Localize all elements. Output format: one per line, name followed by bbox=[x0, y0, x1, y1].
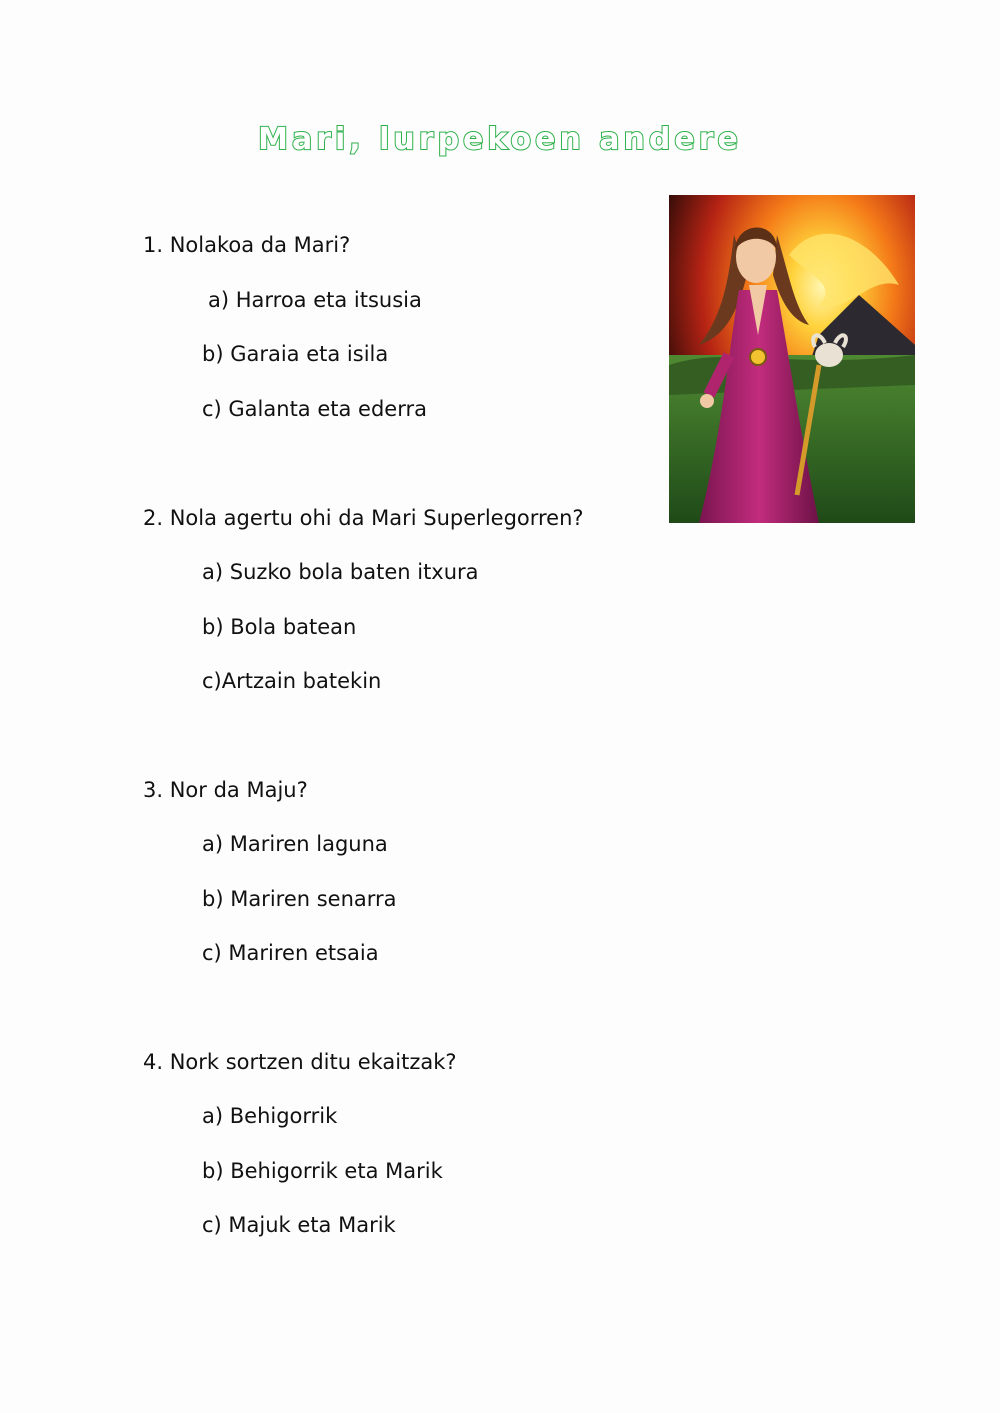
question-3-option-a[interactable]: a) Mariren laguna bbox=[202, 832, 388, 856]
page-title: Mari, lurpekoen andere bbox=[258, 122, 742, 157]
question-4: 4. Nork sortzen ditu ekaitzak? bbox=[143, 1050, 457, 1074]
question-2: 2. Nola agertu ohi da Mari Superlegorren? bbox=[143, 506, 584, 530]
question-4-option-b[interactable]: b) Behigorrik eta Marik bbox=[202, 1159, 443, 1183]
question-3-option-c[interactable]: c) Mariren etsaia bbox=[202, 941, 379, 965]
question-1-option-a[interactable]: a) Harroa eta itsusia bbox=[208, 288, 422, 312]
question-2-option-b[interactable]: b) Bola batean bbox=[202, 615, 357, 639]
question-4-option-a[interactable]: a) Behigorrik bbox=[202, 1104, 338, 1128]
question-1-option-c[interactable]: c) Galanta eta ederra bbox=[202, 397, 427, 421]
question-3: 3. Nor da Maju? bbox=[143, 778, 308, 802]
question-2-option-a[interactable]: a) Suzko bola baten itxura bbox=[202, 560, 479, 584]
question-2-option-c[interactable]: c)Artzain batekin bbox=[202, 669, 382, 693]
question-4-option-c[interactable]: c) Majuk eta Marik bbox=[202, 1213, 396, 1237]
mari-illustration bbox=[669, 195, 915, 523]
question-1-option-b[interactable]: b) Garaia eta isila bbox=[202, 342, 389, 366]
question-3-option-b[interactable]: b) Mariren senarra bbox=[202, 887, 397, 911]
question-1: 1. Nolakoa da Mari? bbox=[143, 233, 351, 257]
mari-figure-image bbox=[669, 195, 915, 523]
